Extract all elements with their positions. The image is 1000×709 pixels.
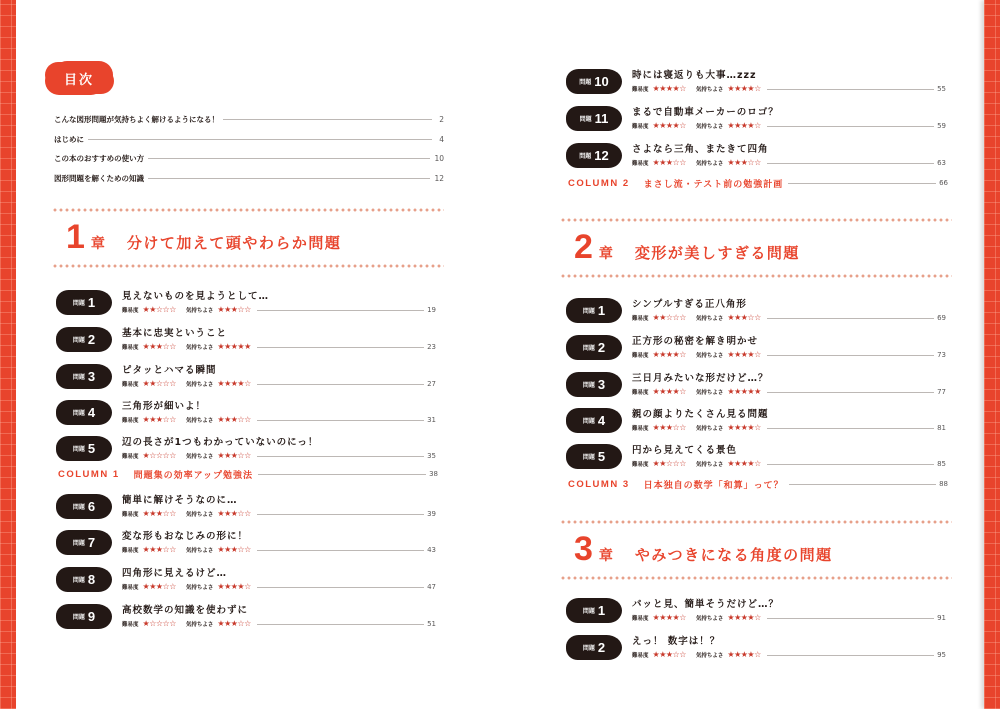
problem-number: 1 <box>597 603 606 618</box>
problem-badge <box>56 364 112 389</box>
pleasure-stars: ★★★☆☆ <box>727 158 761 167</box>
problem-entry[interactable] <box>566 67 946 99</box>
problem-title: シンプルすぎる正八角形 <box>632 299 747 310</box>
problem-entry[interactable] <box>566 141 946 173</box>
pleasure-stars: ★★★★☆ <box>727 423 761 432</box>
pleasure-stars: ★★★★☆ <box>727 613 761 622</box>
pleasure-label: 気持ちよさ <box>695 462 724 468</box>
difficulty-label: 難易度 <box>122 454 139 460</box>
page-number: 39 <box>427 510 436 518</box>
page-number: 27 <box>427 380 436 388</box>
problem-entry[interactable] <box>566 596 946 628</box>
difficulty-label: 難易度 <box>632 353 649 359</box>
entry-title: こんな図形問題が気持ちよく解けるようになる！ <box>54 115 219 125</box>
problem-title: パッと見、簡単そうだけど…？ <box>632 599 780 610</box>
page-number: 73 <box>937 351 946 359</box>
problem-label: 問題 <box>579 153 592 160</box>
pleasure-stars: ★★★☆☆ <box>217 305 251 314</box>
page-number: 85 <box>937 460 946 468</box>
chapter-suffix: 章 <box>90 236 105 252</box>
problem-badge <box>56 567 112 592</box>
column-entry[interactable] <box>568 176 948 190</box>
column-title: まさし流・テスト前の勉強計画 <box>643 179 784 190</box>
difficulty-label: 難易度 <box>122 622 139 628</box>
pleasure-stars: ★★★☆☆ <box>217 415 251 424</box>
chapter-title: 変形が美しすぎる問題 <box>634 244 800 262</box>
problem-label: 問題 <box>72 374 85 381</box>
problem-title: 見えないものを見ようとして… <box>122 291 270 302</box>
problem-meta <box>632 459 946 469</box>
page-number: 69 <box>937 314 946 322</box>
problem-label: 問題 <box>582 454 595 461</box>
problem-number: 1 <box>87 295 96 310</box>
problem-label: 問題 <box>582 645 595 652</box>
page-number: 12 <box>434 173 444 183</box>
problem-meta <box>122 545 436 555</box>
leader-line <box>148 178 430 179</box>
problem-number: 4 <box>597 413 606 428</box>
toc-title-badge <box>48 63 110 93</box>
toc-entry[interactable] <box>54 149 444 169</box>
pleasure-label: 気持ちよさ <box>185 345 214 351</box>
problem-badge <box>566 106 622 131</box>
page-number: 77 <box>937 388 946 396</box>
dotted-divider <box>52 208 444 212</box>
problem-number: 4 <box>87 405 96 420</box>
page-number: 88 <box>939 480 948 488</box>
problem-meta <box>632 613 946 623</box>
problem-entry[interactable] <box>56 602 436 634</box>
difficulty-stars: ★★★★☆ <box>652 121 686 130</box>
leader-line <box>767 428 934 429</box>
page-number: 95 <box>937 651 946 659</box>
problem-meta <box>632 84 946 94</box>
left-page <box>16 0 500 709</box>
pleasure-stars: ★★★★☆ <box>727 121 761 130</box>
difficulty-label: 難易度 <box>122 308 139 314</box>
problem-entry[interactable] <box>566 370 946 402</box>
chapter-2-banner <box>560 218 952 278</box>
leader-line <box>767 655 934 656</box>
page-number: 35 <box>427 452 436 460</box>
pleasure-stars: ★★★★☆ <box>727 459 761 468</box>
problem-title: 円から見えてくる景色 <box>632 445 738 456</box>
difficulty-label: 難易度 <box>632 653 649 659</box>
leader-line <box>257 347 424 348</box>
difficulty-label: 難易度 <box>632 462 649 468</box>
problem-badge <box>566 298 622 323</box>
difficulty-label: 難易度 <box>122 512 139 518</box>
problem-number: 9 <box>87 609 96 624</box>
problem-meta <box>122 619 436 629</box>
problem-badge <box>56 327 112 352</box>
problem-number: 8 <box>87 572 96 587</box>
difficulty-label: 難易度 <box>632 426 649 432</box>
difficulty-label: 難易度 <box>122 548 139 554</box>
chapter-suffix: 章 <box>598 246 613 262</box>
problem-badge <box>566 69 622 94</box>
entry-title: 図形問題を解くための知識 <box>54 173 144 183</box>
page-edge-right <box>984 0 1000 709</box>
column-label: COLUMN 3 <box>568 478 630 490</box>
toc-entry[interactable] <box>54 130 444 150</box>
pleasure-label: 気持ちよさ <box>695 316 724 322</box>
problem-label: 問題 <box>582 382 595 389</box>
problem-label: 問題 <box>582 345 595 352</box>
difficulty-stars: ★★★☆☆ <box>652 423 686 432</box>
difficulty-label: 難易度 <box>632 87 649 93</box>
problem-title: 辺の長さが1つもわかっていないのにっ！ <box>122 437 319 448</box>
problem-label: 問題 <box>72 410 85 417</box>
column-entry[interactable] <box>568 477 948 491</box>
chapter-title: やみつきになる角度の問題 <box>634 546 833 564</box>
problem-number: 5 <box>87 441 96 456</box>
pleasure-label: 気持ちよさ <box>185 382 214 388</box>
problem-badge <box>56 530 112 555</box>
problem-entry[interactable] <box>56 288 436 320</box>
difficulty-stars: ★★★★☆ <box>652 387 686 396</box>
leader-line <box>767 618 934 619</box>
problem-badge <box>566 444 622 469</box>
problem-label: 問題 <box>579 116 592 123</box>
problem-label: 問題 <box>582 418 595 425</box>
pleasure-label: 気持ちよさ <box>695 124 724 130</box>
problem-entry[interactable] <box>566 442 946 474</box>
pleasure-label: 気持ちよさ <box>695 390 724 396</box>
difficulty-label: 難易度 <box>632 161 649 167</box>
page-number: 43 <box>427 546 436 554</box>
chapter-number: 1 <box>66 218 85 256</box>
toc-title: 目次 <box>63 72 94 88</box>
difficulty-label: 難易度 <box>632 390 649 396</box>
leader-line <box>767 318 934 319</box>
problem-entry[interactable] <box>56 528 436 560</box>
difficulty-stars: ★★★☆☆ <box>142 342 176 351</box>
difficulty-label: 難易度 <box>122 345 139 351</box>
problem-number: 11 <box>594 111 609 126</box>
pleasure-stars: ★★★☆☆ <box>727 313 761 322</box>
pleasure-stars: ★★★★☆ <box>727 84 761 93</box>
leader-line <box>88 139 432 140</box>
leader-line <box>257 456 424 457</box>
pleasure-label: 気持ちよさ <box>185 585 214 591</box>
problem-meta <box>122 509 436 519</box>
page-number: 51 <box>427 620 436 628</box>
leader-line <box>223 119 432 120</box>
problem-entry[interactable] <box>566 633 946 665</box>
pleasure-stars: ★★★★☆ <box>727 650 761 659</box>
right-page <box>500 0 984 709</box>
problem-badge <box>566 598 622 623</box>
problem-badge <box>566 408 622 433</box>
problem-label: 問題 <box>72 614 85 621</box>
page-number: 4 <box>439 134 444 144</box>
problem-label: 問題 <box>72 446 85 453</box>
pleasure-label: 気持ちよさ <box>185 512 214 518</box>
column-title: 日本独自の数学「和算」って？ <box>643 480 784 491</box>
problem-meta <box>122 415 436 425</box>
leader-line <box>257 310 424 311</box>
difficulty-stars: ★★☆☆☆ <box>142 305 176 314</box>
problem-meta <box>632 387 946 397</box>
leader-line <box>789 484 936 485</box>
dotted-divider <box>560 520 952 524</box>
problem-number: 2 <box>597 640 606 655</box>
pleasure-stars: ★★★★☆ <box>217 582 251 591</box>
difficulty-label: 難易度 <box>122 418 139 424</box>
page-number: 55 <box>937 85 946 93</box>
difficulty-stars: ★★★☆☆ <box>652 158 686 167</box>
problem-badge <box>566 143 622 168</box>
pleasure-label: 気持ちよさ <box>185 308 214 314</box>
problem-label: 問題 <box>72 540 85 547</box>
toc-entry[interactable] <box>54 110 444 130</box>
pleasure-label: 気持ちよさ <box>185 622 214 628</box>
problem-number: 7 <box>87 535 96 550</box>
leader-line <box>767 163 934 164</box>
leader-line <box>257 384 424 385</box>
page-number: 91 <box>937 614 946 622</box>
pleasure-label: 気持ちよさ <box>185 548 214 554</box>
leader-line <box>258 474 426 475</box>
pleasure-label: 気持ちよさ <box>695 353 724 359</box>
problem-meta <box>122 342 436 352</box>
problem-number: 12 <box>594 148 609 163</box>
problem-label: 問題 <box>582 308 595 315</box>
problem-label: 問題 <box>579 79 592 86</box>
dotted-divider <box>560 576 952 580</box>
page-number: 31 <box>427 416 436 424</box>
pleasure-stars: ★★★★☆ <box>217 379 251 388</box>
problem-title: 基本に忠実ということ <box>122 328 228 339</box>
problem-meta <box>632 423 946 433</box>
pleasure-label: 気持ちよさ <box>695 653 724 659</box>
leader-line <box>257 624 424 625</box>
pleasure-label: 気持ちよさ <box>695 87 724 93</box>
difficulty-label: 難易度 <box>632 616 649 622</box>
problem-title: 正方形の秘密を解き明かせ <box>632 336 759 347</box>
problem-badge <box>566 372 622 397</box>
problem-entry[interactable] <box>566 104 946 136</box>
pleasure-label: 気持ちよさ <box>185 454 214 460</box>
problem-title: 親の顔よりたくさん見る問題 <box>632 409 769 420</box>
problem-number: 6 <box>87 499 96 514</box>
page-number: 59 <box>937 122 946 130</box>
chapter-title: 分けて加えて頭やわらか問題 <box>126 234 342 252</box>
difficulty-stars: ★★★★☆ <box>652 350 686 359</box>
chapter-number: 2 <box>574 228 593 266</box>
dotted-divider <box>560 218 952 222</box>
problem-entry[interactable] <box>56 565 436 597</box>
difficulty-label: 難易度 <box>632 124 649 130</box>
pleasure-label: 気持ちよさ <box>695 616 724 622</box>
leader-line <box>767 355 934 356</box>
leader-line <box>257 587 424 588</box>
chapter-number: 3 <box>574 530 593 568</box>
problem-entry[interactable] <box>56 434 436 466</box>
problem-number: 2 <box>597 340 606 355</box>
pleasure-label: 気持ちよさ <box>695 161 724 167</box>
problem-meta <box>632 158 946 168</box>
problem-meta <box>632 313 946 323</box>
problem-meta <box>632 121 946 131</box>
difficulty-stars: ★★★☆☆ <box>142 545 176 554</box>
problem-badge <box>566 635 622 660</box>
problem-title: 時には寝返りも大事…zzz <box>632 70 757 81</box>
difficulty-stars: ★★☆☆☆ <box>142 379 176 388</box>
dotted-divider <box>52 264 444 268</box>
problem-badge <box>56 494 112 519</box>
column-title: 問題集の効率アップ勉強法 <box>133 470 253 481</box>
column-label: COLUMN 2 <box>568 177 630 189</box>
intro-list <box>54 110 444 188</box>
leader-line <box>788 183 936 184</box>
problem-entry[interactable] <box>56 325 436 357</box>
difficulty-stars: ★★★☆☆ <box>142 509 176 518</box>
problem-entry[interactable] <box>56 492 436 524</box>
problem-title: 簡単に解けそうなのに… <box>122 495 238 506</box>
pleasure-label: 気持ちよさ <box>695 426 724 432</box>
problem-number: 3 <box>87 369 96 384</box>
difficulty-label: 難易度 <box>122 585 139 591</box>
problem-title: 四角形に見えるけど… <box>122 568 228 579</box>
problem-entry[interactable] <box>566 406 946 438</box>
page-number: 10 <box>434 154 444 164</box>
leader-line <box>767 392 934 393</box>
problem-badge <box>56 290 112 315</box>
difficulty-stars: ★★★★☆ <box>652 84 686 93</box>
problem-label: 問題 <box>582 608 595 615</box>
pleasure-stars: ★★★★☆ <box>727 350 761 359</box>
problem-badge <box>56 400 112 425</box>
problem-title: 変な形もおなじみの形に！ <box>122 531 249 542</box>
page-number: 23 <box>427 343 436 351</box>
chapter-3-banner <box>560 520 952 580</box>
problem-meta <box>122 451 436 461</box>
pleasure-stars: ★★★☆☆ <box>217 509 251 518</box>
problem-title: 三角形が細いよ！ <box>122 401 207 412</box>
page-number: 81 <box>937 424 946 432</box>
page-number: 19 <box>427 306 436 314</box>
difficulty-label: 難易度 <box>122 382 139 388</box>
leader-line <box>767 89 934 90</box>
difficulty-stars: ★★★☆☆ <box>142 582 176 591</box>
problem-meta <box>632 350 946 360</box>
page-edge-left <box>0 0 16 709</box>
pleasure-stars: ★★★☆☆ <box>217 619 251 628</box>
problem-title: まるで自動車メーカーのロゴ？ <box>632 107 779 118</box>
column-entry[interactable] <box>58 467 438 481</box>
problem-meta <box>122 379 436 389</box>
leader-line <box>767 464 934 465</box>
difficulty-label: 難易度 <box>632 316 649 322</box>
difficulty-stars: ★★☆☆☆ <box>652 313 686 322</box>
difficulty-stars: ★★☆☆☆ <box>652 459 686 468</box>
leader-line <box>257 550 424 551</box>
problem-badge <box>56 436 112 461</box>
pleasure-stars: ★★★★★ <box>217 342 251 351</box>
page-number: 2 <box>439 115 444 125</box>
entry-title: この本のおすすめの使い方 <box>54 154 145 164</box>
leader-line <box>767 126 934 127</box>
problem-meta <box>122 582 436 592</box>
problem-label: 問題 <box>72 337 85 344</box>
pleasure-stars: ★★★☆☆ <box>217 451 251 460</box>
problem-label: 問題 <box>72 577 85 584</box>
difficulty-stars: ★☆☆☆☆ <box>142 619 176 628</box>
problem-title: ピタッとハマる瞬間 <box>122 365 217 376</box>
problem-entry[interactable] <box>56 362 436 394</box>
problem-label: 問題 <box>72 300 85 307</box>
difficulty-stars: ★★★☆☆ <box>142 415 176 424</box>
entry-title: はじめに <box>54 134 84 144</box>
page-number: 38 <box>429 470 438 478</box>
problem-number: 2 <box>87 332 96 347</box>
chapter-1-banner <box>52 208 444 268</box>
problem-label: 問題 <box>72 504 85 511</box>
difficulty-stars: ★★★☆☆ <box>652 650 686 659</box>
page-number: 63 <box>937 159 946 167</box>
problem-badge <box>56 604 112 629</box>
problem-meta <box>632 650 946 660</box>
problem-entry[interactable] <box>56 398 436 430</box>
difficulty-stars: ★★★★☆ <box>652 613 686 622</box>
problem-title: さよなら三角、またきて四角 <box>632 144 769 155</box>
problem-entry[interactable] <box>566 333 946 365</box>
problem-number: 5 <box>597 449 606 464</box>
problem-meta <box>122 305 436 315</box>
problem-title: 高校数学の知識を使わずに <box>122 605 249 616</box>
problem-number: 1 <box>597 303 606 318</box>
page-number: 66 <box>939 179 948 187</box>
toc-entry[interactable] <box>54 169 444 189</box>
pleasure-stars: ★★★★★ <box>727 387 761 396</box>
problem-number: 3 <box>597 377 606 392</box>
pleasure-label: 気持ちよさ <box>185 418 214 424</box>
problem-title: えっ！ 数字は！？ <box>632 636 721 647</box>
page-number: 47 <box>427 583 436 591</box>
problem-badge <box>566 335 622 360</box>
column-label: COLUMN 1 <box>58 468 120 480</box>
chapter-suffix: 章 <box>598 548 613 564</box>
difficulty-stars: ★☆☆☆☆ <box>142 451 176 460</box>
problem-number: 10 <box>594 74 609 89</box>
dotted-divider <box>560 274 952 278</box>
problem-entry[interactable] <box>566 296 946 328</box>
leader-line <box>257 420 424 421</box>
problem-title: 三日月みたいな形だけど…？ <box>632 373 769 384</box>
pleasure-stars: ★★★☆☆ <box>217 545 251 554</box>
leader-line <box>257 514 424 515</box>
leader-line <box>148 158 430 159</box>
